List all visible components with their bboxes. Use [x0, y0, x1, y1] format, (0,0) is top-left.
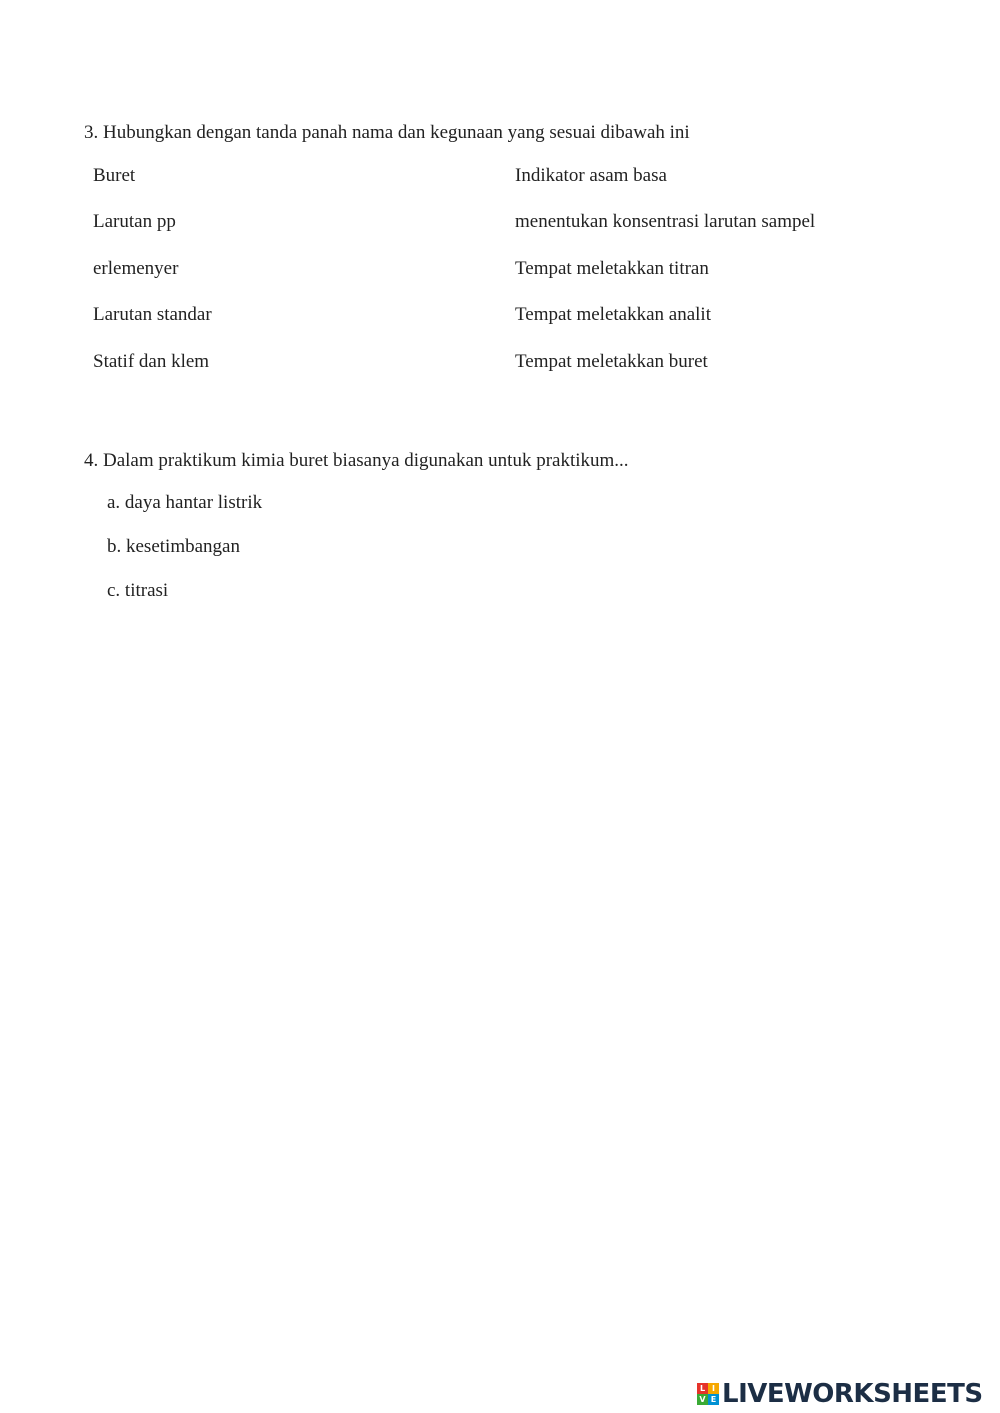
brand-text: LIVEWORKSHEETS: [722, 1379, 983, 1409]
question-3-prompt: 3. Hubungkan dengan tanda panah nama dan kegunaan yang sesuai dibawah ini: [84, 122, 690, 143]
logo-letter: V: [697, 1394, 708, 1405]
question-4-prompt: 4. Dalam praktikum kimia buret biasanya digunakan untuk praktikum...: [84, 450, 629, 471]
match-right-item[interactable]: menentukan konsentrasi larutan sampel: [515, 211, 816, 232]
match-left-item[interactable]: Statif dan klem: [93, 351, 210, 372]
match-right-item[interactable]: Tempat meletakkan buret: [515, 351, 708, 372]
logo-letter: L: [697, 1383, 708, 1394]
match-left-item[interactable]: Buret: [93, 165, 136, 186]
liveworksheets-brand: [697, 1379, 983, 1409]
answer-option-a[interactable]: a. daya hantar listrik: [107, 492, 263, 513]
logo-letter: I: [708, 1383, 719, 1394]
match-left-item[interactable]: erlemenyer: [93, 258, 179, 279]
logo-letter: E: [708, 1394, 719, 1405]
match-right-item[interactable]: Tempat meletakkan titran: [515, 258, 709, 279]
match-right-item[interactable]: Tempat meletakkan analit: [515, 304, 711, 325]
answer-option-b[interactable]: b. kesetimbangan: [107, 536, 240, 557]
match-right-item[interactable]: Indikator asam basa: [515, 165, 667, 186]
match-left-item[interactable]: Larutan standar: [93, 304, 212, 325]
answer-option-c[interactable]: c. titrasi: [107, 580, 169, 601]
liveworksheets-logo-icon: [697, 1383, 719, 1405]
match-left-item[interactable]: Larutan pp: [93, 211, 176, 232]
